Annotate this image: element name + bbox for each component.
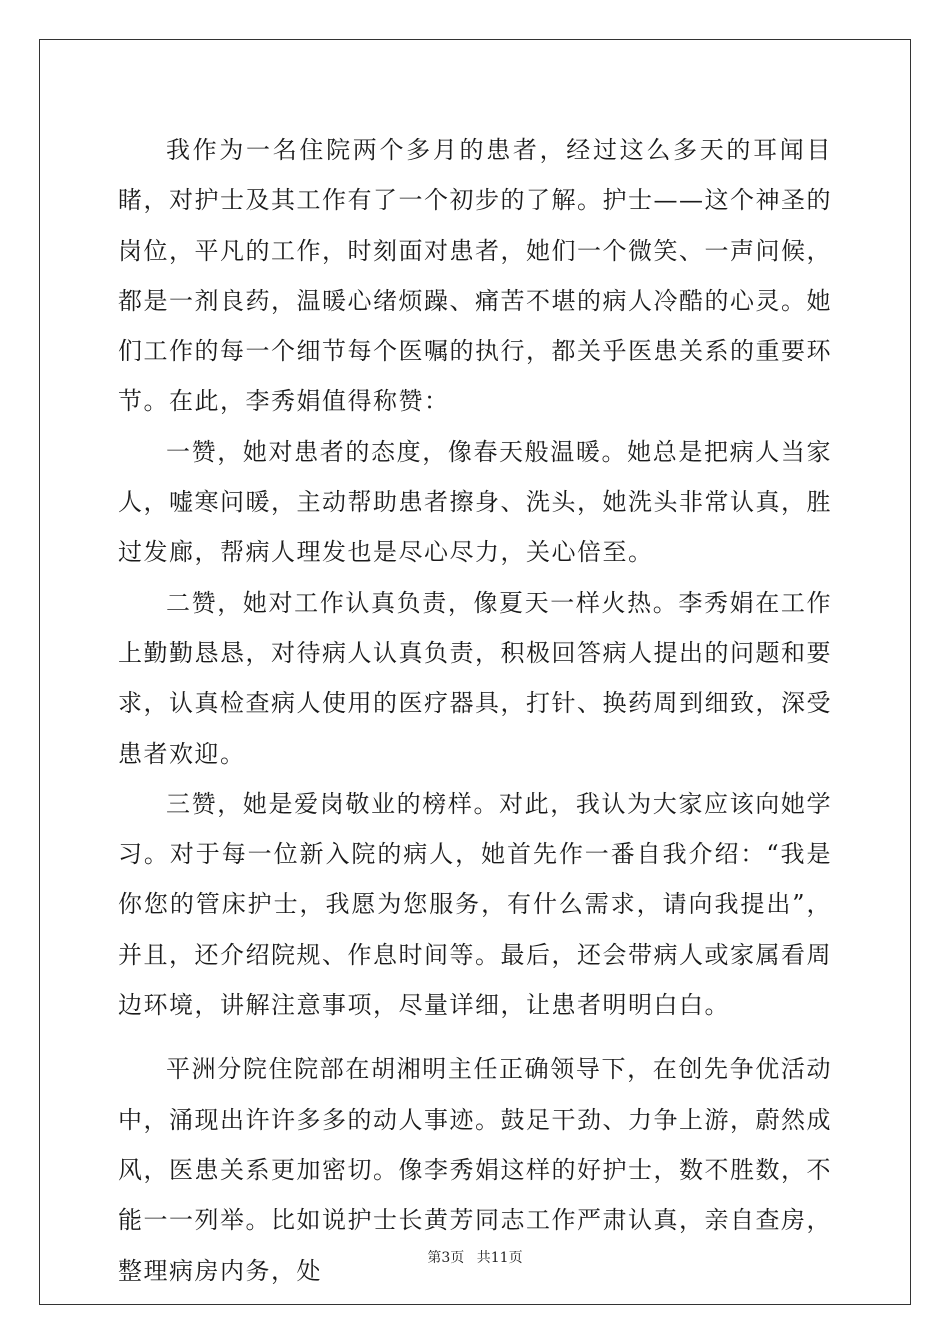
document-body: [118, 125, 832, 1296]
paragraph-praise-3: 三赞，她是爱岗敬业的榜样。对此，我认为大家应该向她学习。对于每一位新入院的病人，她首先作一番自我介绍：“我是你您的管床护士，我愿为您服务，有什么需求，请向我提出”，并且，还介绍院规、作息时间等。最后，还会带病人或家属看周边环境，讲解注意事项，尽量详细，让患者明明白白。: [118, 789, 832, 1020]
paragraph-praise-1: 一赞，她对患者的态度，像春天般温暖。她总是把病人当家人，嘘寒问暖，主动帮助患者擦身、洗头，她洗头非常认真，胜过发廊，帮病人理发也是尽心尽力，关心倍至。: [118, 437, 832, 567]
total-pages: 共11页: [476, 1250, 523, 1266]
paragraph-praise-2: 二赞，她对工作认真负责，像夏天一样火热。李秀娟在工作上勤勤恳恳，对待病人认真负责，积极回答病人提出的问题和要求，认真检查病人使用的医疗器具，打针、换药周到细致，深受患者欢迎。: [118, 588, 832, 768]
page-footer: [0, 1247, 950, 1267]
page-number: 第3页: [427, 1250, 465, 1266]
paragraph-intro: 我作为一名住院两个多月的患者，经过这么多天的耳闻目睹，对护士及其工作有了一个初步的了解。护士——这个神圣的岗位，平凡的工作，时刻面对患者，她们一个微笑、一声问候，都是一剂良药，温暖心绪烦躁、痛苦不堪的病人冷酷的心灵。她们工作的每一个细节每个医嘱的执行，都关乎医患关系的重要环节。在此，李秀娟值得称赞：: [118, 136, 832, 416]
paragraph-summary: 平洲分院住院部在胡湘明主任正确领导下，在创先争优活动中，涌现出许许多多的动人事迹。鼓足干劲、力争上游，蔚然成风，医患关系更加密切。像李秀娟这样的好护士，数不胜数，不能一一列举。比如说护士长黄芳同志工作严肃认真，亲自查房，整理病房内务，处: [118, 1055, 832, 1285]
